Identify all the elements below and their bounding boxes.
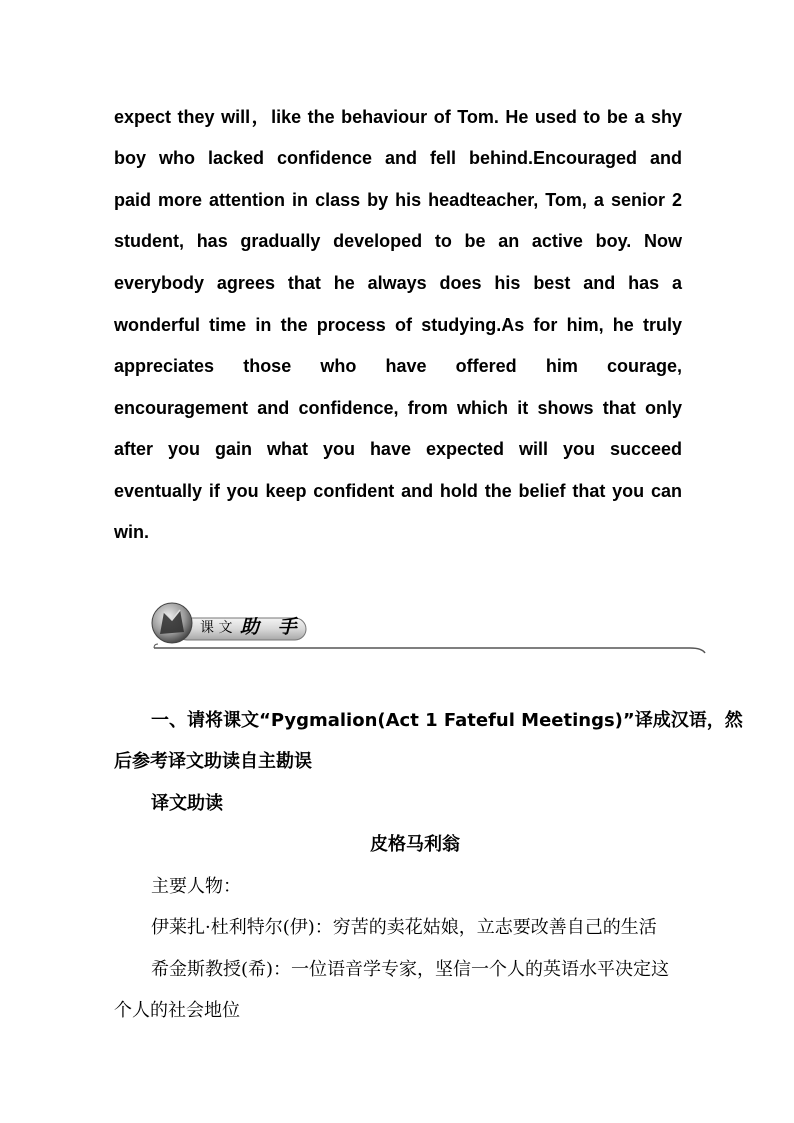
- paragraph-line: paid more attention in class by his headteacher, Tom, a senior 2: [114, 190, 682, 210]
- paragraph-line: win.: [114, 522, 149, 542]
- paragraph-line: after you gain what you have expected will you succeed: [114, 439, 682, 459]
- paragraph-line: encouragement and confidence, from which it shows that only: [114, 398, 682, 418]
- instruction-line: 后参考译文助读自主勘误: [114, 751, 312, 772]
- paragraph-line: everybody agrees that he always does his best and has a: [114, 273, 682, 293]
- character-description: 个人的社会地位: [114, 1000, 240, 1021]
- paragraph-line: eventually if you keep confident and hold the belief that you can: [114, 481, 682, 501]
- section-banner: [150, 600, 710, 660]
- subheading: 译文助读: [151, 793, 223, 814]
- character-description: 希金斯教授(希)：一位语音学专家，坚信一个人的英语水平决定这: [151, 959, 670, 980]
- paragraph-line: appreciates those who have offered him courage,: [114, 356, 682, 376]
- character-description: 伊莱扎·杜利特尔(伊)：穷苦的卖花姑娘，立志要改善自己的生活: [151, 917, 657, 938]
- paragraph-line: boy who lacked confidence and fell behind.Encouraged and: [114, 148, 682, 168]
- section-title: 皮格马利翁: [370, 834, 460, 855]
- banner-label-emphasis: 助 手: [240, 616, 303, 638]
- paragraph-line: student, has gradually developed to be an active boy. Now: [114, 231, 682, 251]
- paragraph-line: wonderful time in the process of studying.As for him, he truly: [114, 315, 682, 335]
- characters-label: 主要人物：: [151, 876, 241, 897]
- instruction-line: 一、请将课文“Pygmalion(Act 1 Fateful Meetings)”译成汉语，然: [151, 710, 743, 731]
- paragraph-line: expect they will，like the behaviour of Tom. He used to be a shy: [114, 107, 682, 127]
- banner-label: 课 文: [200, 620, 233, 636]
- book-figure-icon: [152, 603, 192, 643]
